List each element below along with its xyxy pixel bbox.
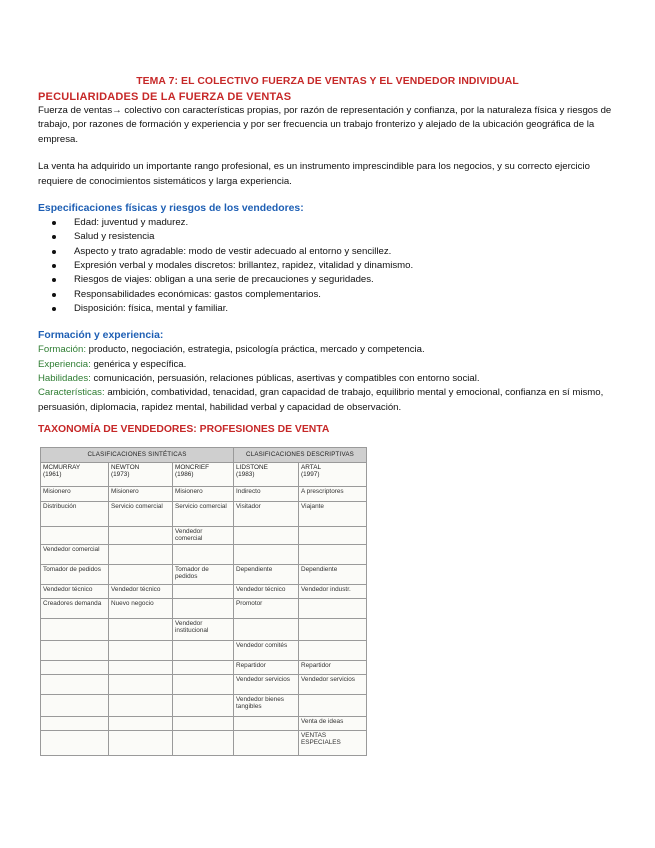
- table-cell: Tomador de pedidos: [173, 565, 234, 585]
- author-year: (1973): [111, 471, 130, 479]
- list-item: Aspecto y trato agradable: modo de vestir adecuado al entorno y sencillez.: [38, 245, 618, 259]
- table-cell: [109, 527, 173, 545]
- list-item: Expresión verbal y modales discretos: brillantez, rapidez, vitalidad y dinamismo.: [38, 259, 618, 273]
- group-header-descriptivas: CLASIFICACIONES DESCRIPTIVAS: [234, 448, 367, 463]
- content: [38, 90, 618, 437]
- table-row: [41, 502, 367, 527]
- taxonomy-table-body: [41, 463, 367, 756]
- habilidades-label: Habilidades:: [38, 372, 91, 384]
- table-row: [41, 487, 367, 502]
- table-cell: Vendedor industr.: [299, 585, 367, 599]
- formacion-line: [38, 343, 618, 357]
- taxonomy-table: [40, 447, 367, 756]
- table-cell: [41, 641, 109, 661]
- table-cell: Repartidor: [299, 661, 367, 675]
- table-cell: [109, 695, 173, 717]
- table-cell: [109, 565, 173, 585]
- table-cell: Nuevo negocio: [109, 599, 173, 619]
- specs-heading: Especificaciones físicas y riesgos de los vendedores:: [38, 203, 304, 215]
- list-item: Responsabilidades económicas: gastos complementarios.: [38, 288, 618, 302]
- section-heading-peculiaridades: PECULIARIDADES DE LA FUERZA DE VENTAS: [38, 91, 292, 103]
- table-row: [41, 695, 367, 717]
- table-cell: [109, 661, 173, 675]
- table-cell: Visitador: [234, 502, 299, 527]
- table-cell: [299, 545, 367, 565]
- list-item: Edad: juventud y madurez.: [38, 216, 618, 230]
- table-cell: Promotor: [234, 599, 299, 619]
- doc-title: TEMA 7: EL COLECTIVO FUERZA DE VENTAS Y EL VENDEDOR INDIVIDUAL: [136, 76, 519, 87]
- table-cell: [173, 545, 234, 565]
- specs-list: [38, 216, 618, 316]
- table-cell: [299, 619, 367, 641]
- author-year: (1961): [43, 471, 62, 479]
- habilidades-text: comunicación, persuasión, relaciones públicas, asertivas y compatibles con entorno social.: [90, 372, 480, 384]
- experiencia-text: genérica y específica.: [90, 358, 187, 370]
- list-item: Riesgos de viajes: obligan a una serie de precauciones y seguridades.: [38, 273, 618, 287]
- table-cell: Vendedor comités: [234, 641, 299, 661]
- list-item: Disposición: física, mental y familiar.: [38, 302, 618, 316]
- table-cell: Creadores demanda: [41, 599, 109, 619]
- table-cell: Dependiente: [299, 565, 367, 585]
- table-cell: Vendedor servicios: [234, 675, 299, 695]
- caracteristicas-line: [38, 386, 618, 415]
- table-cell: Misionero: [173, 487, 234, 502]
- table-row: [41, 599, 367, 619]
- table-cell: Misionero: [41, 487, 109, 502]
- table-cell: Servicio comercial: [109, 502, 173, 527]
- table-cell: Servicio comercial: [173, 502, 234, 527]
- table-row: [41, 641, 367, 661]
- taxonomia-heading: TAXONOMÍA DE VENDEDORES: PROFESIONES DE VENTA: [38, 424, 330, 436]
- table-header-row: [41, 463, 367, 487]
- table-row: [41, 527, 367, 545]
- table-cell: [109, 717, 173, 731]
- paragraph-fuerza-ventas: Fuerza de ventas→ colectivo con características propias, por razón de representación y confianza, por la naturaleza física y riesgos de trabajo, por razones de formación y experiencia y por ser frecuencia un trabajo fronterizo y alejado de la ubicación geográfica de la empresa.: [38, 105, 612, 145]
- table-row: [41, 619, 367, 641]
- table-cell: [109, 731, 173, 756]
- table-row: [41, 585, 367, 599]
- table-cell: Vendedor comercial: [173, 527, 234, 545]
- table-cell: [234, 717, 299, 731]
- table-cell: [41, 661, 109, 675]
- table-cell: [173, 599, 234, 619]
- table-cell: Vendedor técnico: [41, 585, 109, 599]
- table-cell: [173, 731, 234, 756]
- table-cell: [173, 585, 234, 599]
- table-row: [41, 545, 367, 565]
- table-cell: [41, 695, 109, 717]
- table-row: [41, 731, 367, 756]
- author-year: (1986): [175, 471, 194, 479]
- table-row: [41, 717, 367, 731]
- table-cell: Dependiente: [234, 565, 299, 585]
- table-cell: [234, 545, 299, 565]
- table-cell: Vendedor servicios: [299, 675, 367, 695]
- table-cell: Repartidor: [234, 661, 299, 675]
- table-cell: [41, 619, 109, 641]
- author-year: (1983): [236, 471, 255, 479]
- table-cell: [109, 545, 173, 565]
- table-cell: [299, 695, 367, 717]
- table-row: [41, 661, 367, 675]
- column-header: [109, 463, 173, 487]
- table-row: [41, 565, 367, 585]
- table-row: [41, 675, 367, 695]
- group-header-sinteticas: CLASIFICACIONES SINTÉTICAS: [41, 448, 234, 463]
- caracteristicas-label: Características:: [38, 387, 105, 399]
- table-cell: Vendedor bienes tangibles: [234, 695, 299, 717]
- list-item: Salud y resistencia: [38, 230, 618, 244]
- table-cell: Viajante: [299, 502, 367, 527]
- table-cell: [109, 675, 173, 695]
- table-cell: Indirecto: [234, 487, 299, 502]
- table-cell: A prescriptores: [299, 487, 367, 502]
- column-header: [173, 463, 234, 487]
- formacion-text: producto, negociación, estrategia, psicología práctica, mercado y competencia.: [85, 344, 425, 356]
- author-name: NEWTON: [111, 464, 140, 471]
- table-cell: [299, 641, 367, 661]
- table-cell: [41, 527, 109, 545]
- table-cell: [173, 675, 234, 695]
- author-name: ARTAL: [301, 464, 322, 471]
- table-cell: [299, 527, 367, 545]
- table-cell: Vendedor institucional: [173, 619, 234, 641]
- paragraph-venta: La venta ha adquirido un importante rango profesional, es un instrumento imprescindible para los negocios, y su correcto ejercicio requiere de conocimientos sistemáticos y larga experiencia.: [38, 161, 590, 187]
- author-year: (1997): [301, 471, 320, 479]
- author-name: LIDSTONE: [236, 464, 268, 471]
- author-name: MCMURRAY: [43, 464, 81, 471]
- table-cell: Venta de ideas: [299, 717, 367, 731]
- experiencia-label: Experiencia:: [38, 358, 91, 370]
- table-cell: Vendedor técnico: [234, 585, 299, 599]
- caracteristicas-text: ambición, combatividad, tenacidad, gran capacidad de trabajo, equilibrio mental y emocional, confianza en sí mismo, persuasión, diplomacia, rapidez mental, habilidad verbal y capacidad de observación.: [38, 387, 604, 413]
- formacion-label: Formación:: [38, 344, 86, 356]
- table-cell: Vendedor técnico: [109, 585, 173, 599]
- habilidades-line: [38, 372, 618, 386]
- table-cell: [234, 527, 299, 545]
- table-cell: Vendedor comercial: [41, 545, 109, 565]
- table-cell: [234, 731, 299, 756]
- formacion-heading: Formación y experiencia:: [38, 330, 164, 342]
- table-cell: [41, 731, 109, 756]
- column-header: [41, 463, 109, 487]
- table-cell: [109, 641, 173, 661]
- table-cell: Misionero: [109, 487, 173, 502]
- experiencia-line: [38, 358, 618, 372]
- table-cell: [173, 695, 234, 717]
- table-cell: [173, 661, 234, 675]
- table-cell: Distribución: [41, 502, 109, 527]
- table-cell: Tomador de pedidos: [41, 565, 109, 585]
- author-name: MONCRIEF: [175, 464, 210, 471]
- table-cell: [234, 619, 299, 641]
- table-cell: [173, 717, 234, 731]
- column-header: [234, 463, 299, 487]
- table-cell: [173, 641, 234, 661]
- column-header: [299, 463, 367, 487]
- table-cell: [41, 717, 109, 731]
- table-cell: [109, 619, 173, 641]
- table-cell: [299, 599, 367, 619]
- table-cell: [41, 675, 109, 695]
- table-cell: VENTAS ESPECIALES: [299, 731, 367, 756]
